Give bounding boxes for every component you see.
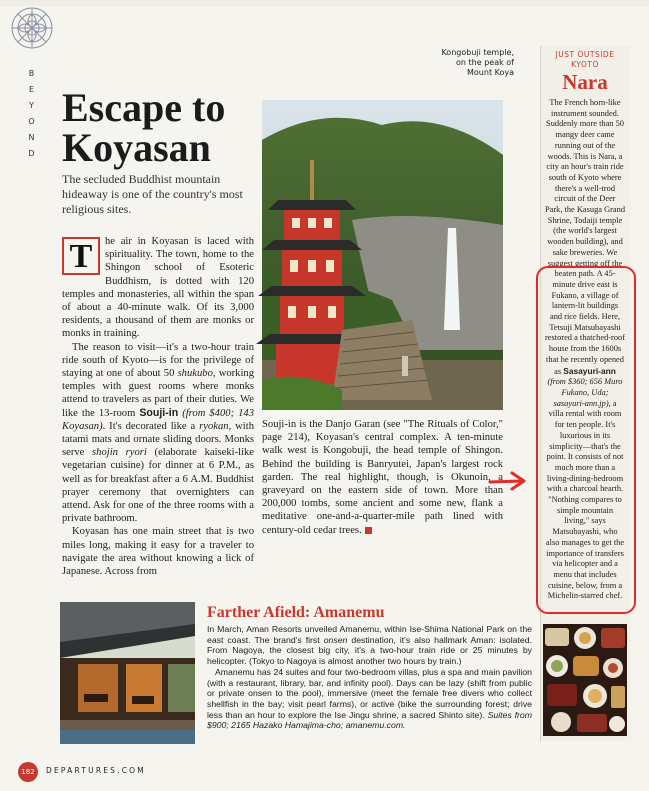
rosette-logo-icon bbox=[10, 6, 54, 50]
sidebar-kicker: JUST OUTSIDE KYOTO bbox=[555, 50, 615, 69]
amanemu-body bbox=[207, 624, 532, 750]
section-label-letter: N bbox=[28, 133, 36, 142]
article-text: The reason to visit—it's a two-hour train ride south of Kyoto—is for the privilege of staying at one of about 50 bbox=[62, 341, 254, 380]
article-paragraph: he air in Koyasan is laced with spirituality. The town, home to the Shingon school of Esoteric Buddhism, is dotted with 120 temples and monasteries, all within the span of about a 40-minute walk. Of its 3,000 residents, a thousand of them are monks or monks in training. bbox=[62, 236, 254, 340]
amanemu-text: In March, Aman Resorts unveiled Amanemu, within Ise-Shima National Park on the east coast. The brand's first bbox=[207, 624, 532, 645]
article-text: , working temples with guest rooms where monks attend to travelers as part of their duties. We like the 13-room bbox=[62, 368, 255, 419]
article-paragraph: Souji-in is the Danjo Garan (see "The Rituals of Color," page 214), Koyasan's central complex. A ten-minute walk west is Kongobuji, the head temple of Shingon. Behind the building is Banryutei, Japan's largest rock garden. The real highlight, though, is Okunoin, a graveyard on the eastern side of town. More than 200,000 tombs, some ancient and some new, flank a meditative one-and-a-quarter-mile path lined with century-old cedar trees. bbox=[262, 419, 503, 536]
amanemu-text: Amanemu has 24 suites and four two-bedroom villas, plus a spa and main pavilion (with a restaurant, library, bar, and infinity pool). Days can be lazy (shift from public or private onsen to the pool), immersive (meet the female free divers who collect shellfish in the bay; visit pearl farms), or active (bike the surrounding forest; drive less than an hour to explore the Ise Jingu shrine, a sacred Shinto site). bbox=[207, 666, 532, 720]
amanemu-pavilion-photo bbox=[60, 602, 195, 744]
drop-cap: T bbox=[62, 237, 100, 275]
amanemu-text: destination, it's also hallmark Aman: isolated. From Nagoya, the closest big city, it's a two-hour train ride or 25 minutes by helicopter. (Tokyo to Nagoya is almost another two hours by train.) bbox=[207, 634, 532, 667]
section-label-letter: E bbox=[28, 85, 36, 94]
handdrawn-arrow-icon bbox=[488, 470, 528, 492]
article-title: Escape to Koyasan bbox=[62, 85, 226, 170]
footer-brand: DEPARTURES.COM bbox=[46, 766, 146, 775]
section-label bbox=[24, 66, 40, 162]
article-column-2 bbox=[262, 418, 503, 568]
end-mark-icon bbox=[365, 527, 372, 534]
article-term: ryokan bbox=[199, 420, 229, 432]
venue-info: (from $400; 143 Koyasan) bbox=[62, 407, 254, 432]
page-number-badge: 182 bbox=[18, 762, 38, 782]
sidebar-text: The French horn-like instrument sounded. Suddenly more than 50 mangy deer came running out of the woods. This is Nara, a city an hour's train ride south of Kyoto where there's a well-trod circuit of the Deer Park, the Kasuga Grand Shrine, Todaiji temple (the world's largest wooden building), and sake breweries. We suggest getting off the beaten path. A 45-minute drive east is Fukano, a village of lantern-lit buildings and rice fields. Here, Tetsuji Matsubayashi restored a thatched-roof house from the 1600s that he recently opened as bbox=[545, 98, 626, 376]
top-rule bbox=[0, 0, 649, 6]
sidebar-text: , a villa rental with room for ten people. It's luxurious in its simplicity—that's the point. It consists of not much more than a living-dining-bedroom with a charcoal hearth. "Nothing compares to simple mountain living," says Matsubayashi, who also manages to get the importance of transfers via helicopter and a menu that includes cuisine, below, from a Michelin-starred chef. bbox=[545, 398, 625, 601]
photo-caption: Kongobuji temple, on the peak of Mount Koya bbox=[441, 48, 514, 77]
pagoda-waterfall-photo bbox=[262, 100, 503, 410]
section-label-letter: B bbox=[28, 69, 36, 78]
venue-name: Sasayuri-ann bbox=[563, 365, 616, 376]
sidebar-title: Nara bbox=[562, 70, 608, 94]
venue-info: (from $360; 656 Muro Fukano, Uda; sasayuri-ann.jp) bbox=[547, 377, 623, 408]
article-text: , with tatami mats and ornate sliding doors. Monks serve bbox=[62, 420, 254, 459]
venue-info: Suites from $900; 2165 Hazako Hamajima-cho; amanemu.com. bbox=[207, 709, 532, 731]
article-term: shojin ryori bbox=[92, 447, 147, 459]
article-text: . It's decorated like a bbox=[102, 420, 200, 432]
section-label-letter: O bbox=[28, 117, 36, 126]
article-term: shukubo bbox=[177, 368, 213, 380]
handdrawn-highlight-box bbox=[536, 266, 636, 614]
article-paragraph: Koyasan has one main street that is two miles long, making it easy for a traveler to navigate the area without knowing a lick of Japanese. Across from bbox=[62, 526, 254, 578]
amanemu-title: Farther Afield: Amanemu bbox=[207, 604, 385, 621]
article-term: onsen bbox=[323, 634, 348, 645]
article-subtitle: The secluded Buddhist mountain hideaway is one of the country's most religious sites. bbox=[62, 172, 243, 216]
article-text: (elaborate kaiseki-like vegetarian cuisine) for dinner at 6 P.M., as well as for breakfast after a 6 A.M. Buddhist prayer ceremony that overnighters can attend. Ask for one of the three rooms with a private bathroom. bbox=[62, 447, 254, 525]
kaiseki-cuisine-photo bbox=[543, 624, 627, 736]
venue-name: Souji-in bbox=[139, 406, 179, 419]
section-label-letter: Y bbox=[29, 101, 35, 110]
article-column-1 bbox=[62, 235, 255, 578]
section-label-letter: D bbox=[28, 149, 36, 158]
